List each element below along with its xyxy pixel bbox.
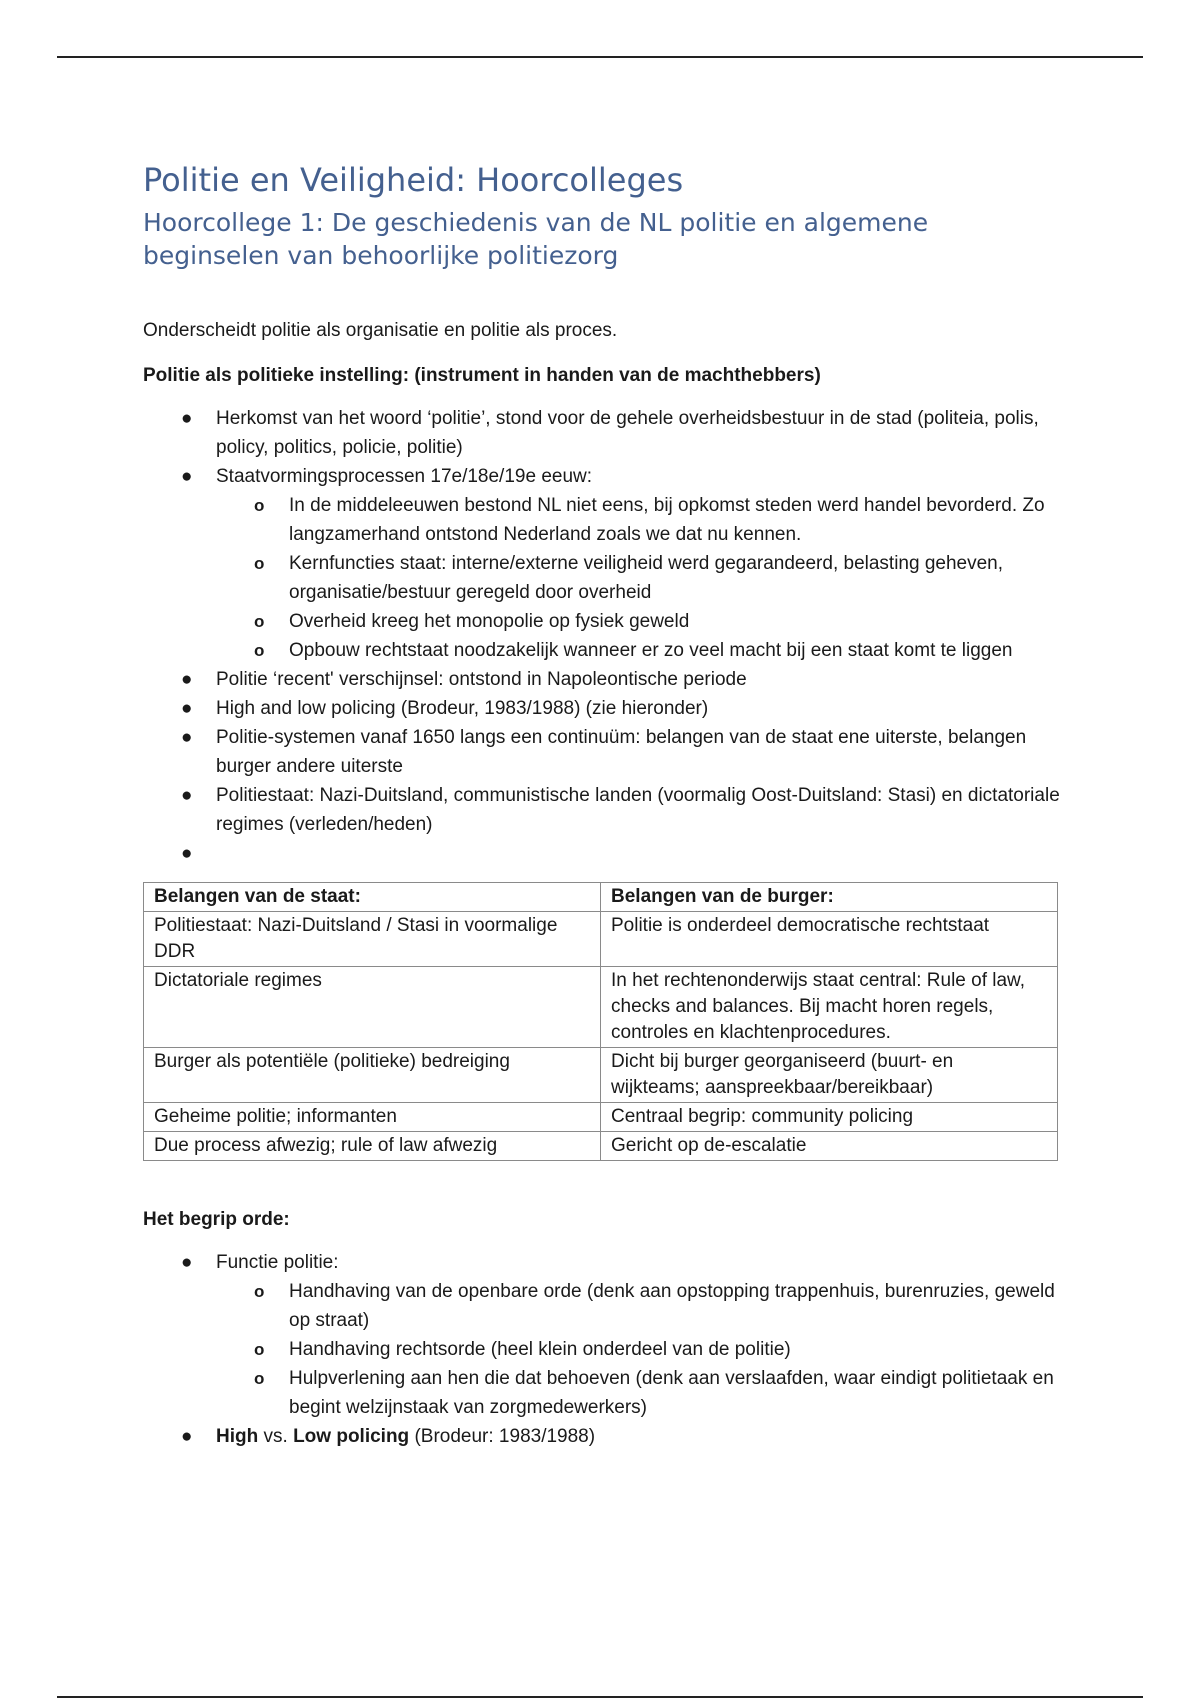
document-title: Politie en Veiligheid: Hoorcolleges [143,161,684,199]
bullet-icon: ● [181,1252,193,1273]
list-item: ● High vs. Low policing (Brodeur: 1983/1988) [143,1422,1063,1451]
sub-list-item: o Handhaving van de openbare orde (denk aan opstopping trappenhuis, burenruzies, geweld op straat) [216,1277,1063,1335]
table-row [144,1132,1058,1161]
section-heading-politieke-instelling: Politie als politieke instelling: (instrument in handen van de machthebbers) [143,365,821,386]
sub-list-item: o In de middeleeuwen bestond NL niet eens, bij opkomst steden werd handel bevorderd. Zo langzamerhand ontstond Nederland zoals we dat nu kennen. [216,491,1063,549]
sub-list-item: o Kernfuncties staat: interne/externe veiligheid werd gegarandeerd, belasting geheven, organisatie/bestuur geregeld door overheid [216,549,1063,607]
table-header-cell: Belangen van de staat: [144,883,601,912]
bullet-list-2 [143,1248,1063,1451]
footer-rule [57,1696,1143,1698]
header-rule [57,56,1143,58]
sub-list-2 [216,1277,1063,1422]
bullet-icon: ● [181,408,193,429]
sub-list-1 [216,491,1063,665]
circle-bullet-icon: o [254,1340,265,1359]
sub-list-item: o Hulpverlening aan hen die dat behoeven (denk aan verslaafden, waar eindigt politietaak en begint welzijnstaak van zorgmedewerkers) [216,1364,1063,1422]
circle-bullet-icon: o [254,641,265,660]
circle-bullet-icon: o [254,554,265,573]
document-subtitle: Hoorcollege 1: De geschiedenis van de NL politie en algemene beginselen van behoorlijke politiezorg [143,208,929,270]
low-policing-label: Low policing [293,1426,410,1447]
table-row [144,967,1058,1048]
bullet-icon: ● [181,466,193,487]
table-cell: Geheime politie; informanten [144,1103,601,1132]
table-row [144,1103,1058,1132]
table-cell: Dictatoriale regimes [144,967,601,1048]
table-cell: Gericht op de-escalatie [601,1132,1058,1161]
list-item: ● Herkomst van het woord ‘politie’, stond voor de gehele overheidsbestuur in de stad (politeia, polis, policy, politics, policie, politie) [143,404,1063,462]
high-label: High [216,1426,259,1447]
circle-bullet-icon: o [254,1369,265,1388]
table-cell: Dicht bij burger georganiseerd (buurt- en wijkteams; aanspreekbaar/bereikbaar) [601,1048,1058,1103]
circle-bullet-icon: o [254,612,265,631]
sub-list-item: o Overheid kreeg het monopolie op fysiek geweld [216,607,1063,636]
list-item-empty [143,839,1063,868]
list-item: ● Functie politie: o Handhaving van de openbare orde (denk aan opstopping trappenhuis, burenruzies, geweld op straat) o Handhaving rechtsorde (heel klein onderdeel van de politie) o Hulpverlening aan hen die dat behoeven (denk aan verslaafden, waar eindigt politietaak en begint welzijnstaak van zorgmedewerkers) [143,1248,1063,1422]
list-item: ● Politiestaat: Nazi-Duitsland, communistische landen (voormalig Oost-Duitsland: Stasi) en dictatoriale regimes (verleden/heden) [143,781,1063,839]
bullet-list-1 [143,404,1063,868]
sub-list-item: o Opbouw rechtstaat noodzakelijk wanneer er zo veel macht bij een staat komt te liggen [216,636,1063,665]
bullet-icon: ● [181,698,193,719]
bullet-icon: ● [181,785,193,806]
bullet-icon: ● [181,843,193,864]
table-row [144,1048,1058,1103]
bullet-icon: ● [181,669,193,690]
table-cell: Politie is onderdeel democratische rechtstaat [601,912,1058,967]
table-row [144,912,1058,967]
document-body [143,160,1063,1451]
list-item: ● High and low policing (Brodeur, 1983/1988) (zie hieronder) [143,694,1063,723]
intro-paragraph: Onderscheidt politie als organisatie en politie als proces. [143,320,618,341]
list-item: ● Staatvormingsprocessen 17e/18e/19e eeuw: o In de middeleeuwen bestond NL niet eens, bij opkomst steden werd handel bevorderd. Zo langzamerhand ontstond Nederland zoals we dat nu kennen. o Kernfuncties staat: interne/externe veiligheid werd gegarandeerd, belasting geheven, organisatie/bestuur geregeld door overheid o Overheid kreeg het monopolie op fysiek geweld o Opbouw rechtstaat noodzakelijk wanneer er zo veel macht bij een staat komt te liggen [143,462,1063,665]
table-cell: Burger als potentiële (politieke) bedreiging [144,1048,601,1103]
list-item: ● Politie ‘recent' verschijnsel: ontstond in Napoleontische periode [143,665,1063,694]
circle-bullet-icon: o [254,1282,265,1301]
bullet-icon: ● [181,727,193,748]
circle-bullet-icon: o [254,496,265,515]
sub-list-item: o Handhaving rechtsorde (heel klein onderdeel van de politie) [216,1335,1063,1364]
table-cell: Due process afwezig; rule of law afwezig [144,1132,601,1161]
table-cell: Politiestaat: Nazi-Duitsland / Stasi in voormalige DDR [144,912,601,967]
table-cell: In het rechtenonderwijs staat central: Rule of law, checks and balances. Bij macht horen regels, controles en klachtenprocedures. [601,967,1058,1048]
section-heading-begrip-orde: Het begrip orde: [143,1209,290,1230]
list-item: ● Politie-systemen vanaf 1650 langs een continuüm: belangen van de staat ene uiterste, belangen burger andere uiterste [143,723,1063,781]
table-header-row [144,883,1058,912]
comparison-table [143,882,1058,1161]
table-cell: Centraal begrip: community policing [601,1103,1058,1132]
table-header-cell: Belangen van de burger: [601,883,1058,912]
bullet-icon: ● [181,1426,193,1447]
